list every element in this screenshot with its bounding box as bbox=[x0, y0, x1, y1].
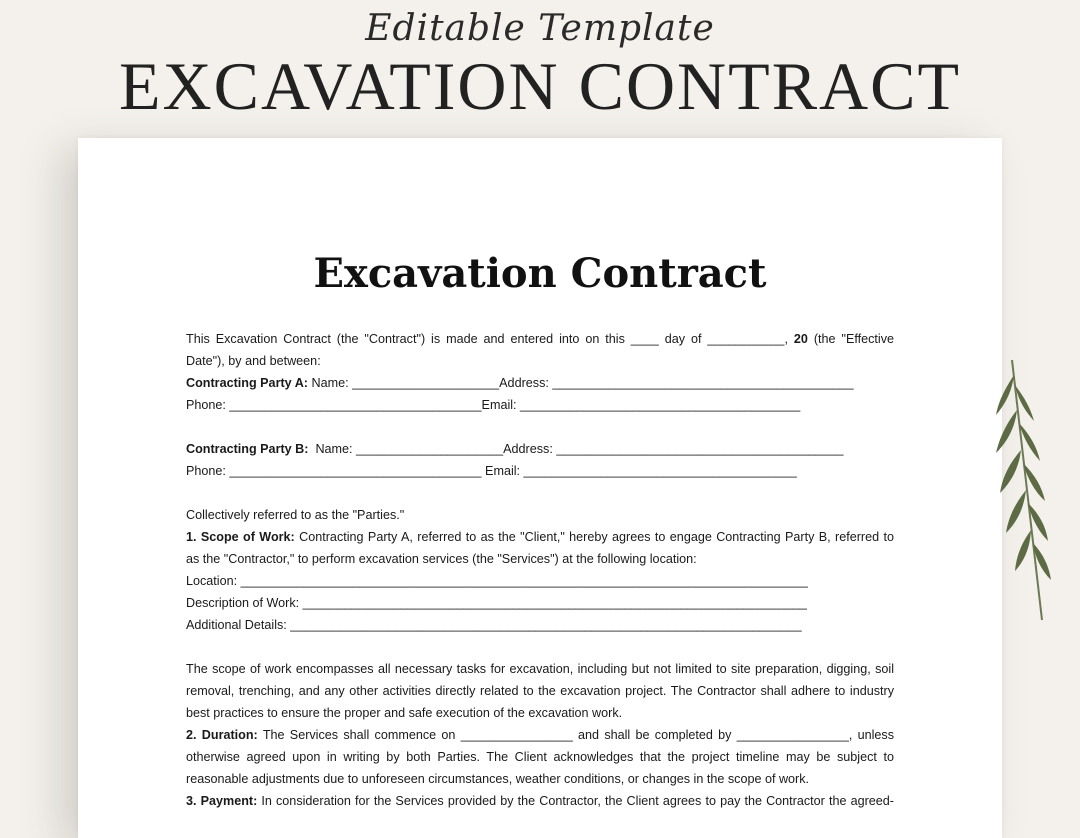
payment-text-1: In consideration for the Services provided by the Contractor, the Client agrees to pay the Contractor the agreed- bbox=[261, 794, 894, 808]
party-b-name-address: Name: _____________________Address: _________________________________________ bbox=[315, 442, 844, 456]
scope-text-1: Contracting Party A, referred to as the "Client," hereby agrees to engage Contracting Party B, referred to bbox=[299, 530, 894, 544]
payment-line-1 bbox=[186, 790, 894, 812]
additional-details-field[interactable]: Additional Details: _________________________________________________________________________ bbox=[186, 618, 802, 632]
payment-label: 3. Payment: bbox=[186, 794, 258, 808]
document-body bbox=[186, 328, 894, 812]
description-field[interactable]: Description of Work: ________________________________________________________________________ bbox=[186, 596, 807, 610]
banner bbox=[0, 0, 1080, 136]
scope-para-2: removal, trenching, and any other activities directly related to the excavation project. The Contractor shall adhere to industry bbox=[186, 684, 894, 698]
scope-line-2: as the "Contractor," to perform excavation services (the "Services") at the following location: bbox=[186, 552, 697, 566]
intro-text: This Excavation Contract (the "Contract") is made and entered into on this ____ day of ___________, bbox=[186, 332, 788, 346]
party-a-label: Contracting Party A: bbox=[186, 376, 308, 390]
rosemary-sprig-icon bbox=[990, 355, 1060, 625]
location-field[interactable]: Location: _________________________________________________________________________________ bbox=[186, 574, 808, 588]
intro-line-2: Date"), by and between: bbox=[186, 354, 321, 368]
document-sheet bbox=[78, 138, 1002, 838]
party-a-line-2: Phone: ____________________________________Email: ________________________________________ bbox=[186, 398, 801, 412]
main-title: EXCAVATION CONTRACT bbox=[118, 48, 962, 124]
duration-line-1 bbox=[186, 724, 894, 746]
scope-para-3: best practices to ensure the proper and safe execution of the excavation work. bbox=[186, 706, 623, 720]
party-a-line-1 bbox=[186, 372, 894, 394]
document-title: Excavation Contract bbox=[313, 250, 767, 297]
intro-line-1 bbox=[186, 328, 894, 350]
duration-text-1: The Services shall commence on ________________ and shall be completed by ________________, unless bbox=[262, 728, 894, 742]
parties-line: Collectively referred to as the "Parties." bbox=[186, 508, 405, 522]
intro-text-end: (the "Effective bbox=[813, 332, 894, 346]
script-title: Editable Template bbox=[365, 8, 715, 49]
scope-line-1 bbox=[186, 526, 894, 548]
party-b-line-2: Phone: ____________________________________ Email: _______________________________________ bbox=[186, 464, 797, 478]
scope-para-1: The scope of work encompasses all necessary tasks for excavation, including but not limited to site preparation, digging, soil bbox=[186, 662, 894, 676]
duration-line-2: otherwise agreed upon in writing by both Parties. The Client acknowledges that the project timeline may be subject to bbox=[186, 750, 894, 764]
party-a-name-address: Name: _____________________Address: ___________________________________________ bbox=[311, 376, 854, 390]
intro-year: 20 bbox=[793, 332, 808, 346]
scope-label: 1. Scope of Work: bbox=[186, 530, 295, 544]
duration-label: 2. Duration: bbox=[186, 728, 258, 742]
duration-line-3: reasonable adjustments due to unforeseen circumstances, weather conditions, or changes in the scope of work. bbox=[186, 772, 810, 786]
party-b-line-1 bbox=[186, 438, 894, 460]
party-b-label: Contracting Party B: bbox=[186, 442, 309, 456]
